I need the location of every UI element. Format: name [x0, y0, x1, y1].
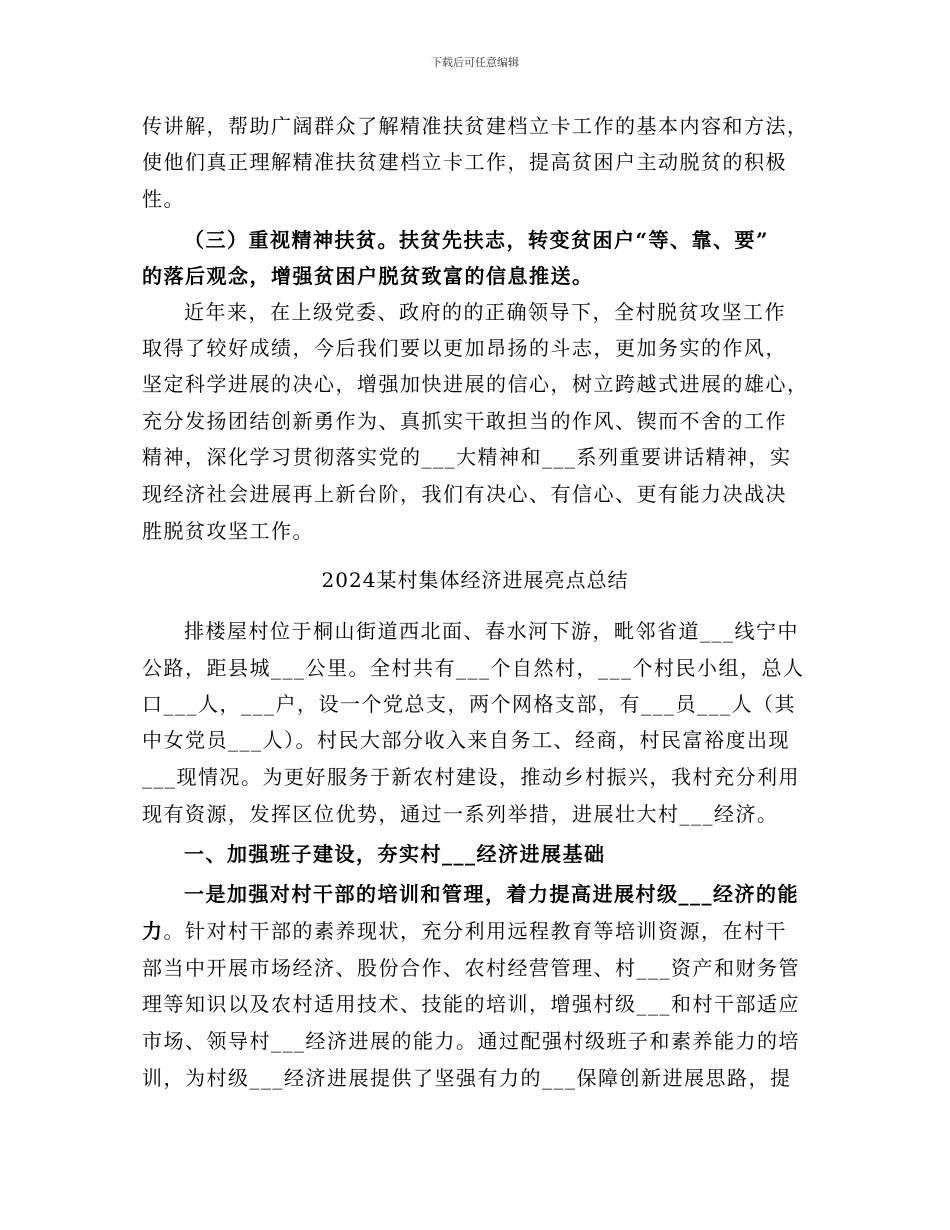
body-line-16: 中女党员___人）。村民大部分收入来自务工、经商，村民富裕度出现 [142, 728, 790, 752]
body-line-12: 胜脱贫攻坚工作。 [142, 519, 314, 543]
body-line-24: 市场、领导村___经济进展的能力。通过配强村级班子和素养能力的培 [142, 1029, 800, 1053]
bold-paragraph-line: 一是加强对村干部的培训和管理，着力提高进展村级___经济的能 [184, 882, 799, 906]
body-line-6: 近年来，在上级党委、政府的的正确领导下，全村脱贫攻坚工作 [184, 300, 786, 324]
body-line-21: 力。针对村干部的素养现状，充分利用远程教育等培训资源，在村干 [142, 919, 787, 943]
bold-prefix: 力 [142, 919, 164, 943]
body-line-8: 坚定科学进展的决心，增强加快进展的信心，树立跨越式进展的雄心， [142, 372, 809, 396]
body-line-1: 传讲解，帮助广阔群众了解精准扶贫建档立卡工作的基本内容和方法， [142, 114, 809, 138]
body-line-22: 部当中开展市场经济、股份合作、农村经营管理、村___资产和财务管 [142, 956, 800, 980]
body-line-17: ___现情况。为更好服务于新农村建设，推动乡村振兴，我村充分利用 [142, 765, 800, 789]
body-line-7: 取得了较好成绩，今后我们要以更加昂扬的斗志，更加务实的作风， [142, 336, 787, 360]
section-title: 2024某村集体经济进展亮点总结 [321, 568, 629, 592]
body-line-25: 训，为村级___经济进展提供了坚强有力的___保障创新进展思路，提 [142, 1066, 792, 1090]
body-line-2: 使他们真正理解精准扶贫建档立卡工作，提高贫困户主动脱贫的积极 [142, 150, 787, 174]
heading-three-line-1: （三）重视精神扶贫。扶贫先扶志，转变贫困户“等、靠、要” [184, 228, 770, 252]
body-line-11: 现经济社会进展再上新台阶，我们有决心、有信心、更有能力决战决 [142, 482, 787, 506]
body-line-18: 现有资源，发挥区位优势，通过一系列举措，进展壮大村___经济。 [142, 802, 779, 826]
heading-one: 一、加强班子建设，夯实村___经济进展基础 [184, 842, 606, 866]
heading-three-line-2: 的落后观念，增强贫困户脱贫致富的信息推送。 [142, 264, 594, 288]
body-line-10: 精神，深化学习贯彻落实党的___大精神和___系列重要讲话精神，实 [142, 445, 792, 469]
body-line-9: 充分发扬团结创新勇作为、真抓实干敢担当的作风、锲而不舍的工作 [142, 409, 787, 433]
body-line-14: 公路，距县城___公里。全村共有___个自然村，___个村民小组，总人 [142, 656, 805, 680]
body-line-3: 性。 [142, 187, 185, 211]
body-line-13: 排楼屋村位于桐山街道西北面、春水河下游，毗邻省道___线宁中 [184, 619, 799, 643]
page-header: 下载后可任意编辑 [431, 56, 519, 69]
body-line-23: 理等知识以及农村适用技术、技能的培训，增强村级___和村干部适应 [142, 992, 800, 1016]
body-line-15: 口___人，___户，设一个党总支，两个网格支部，有___员___人（其 [142, 692, 796, 716]
